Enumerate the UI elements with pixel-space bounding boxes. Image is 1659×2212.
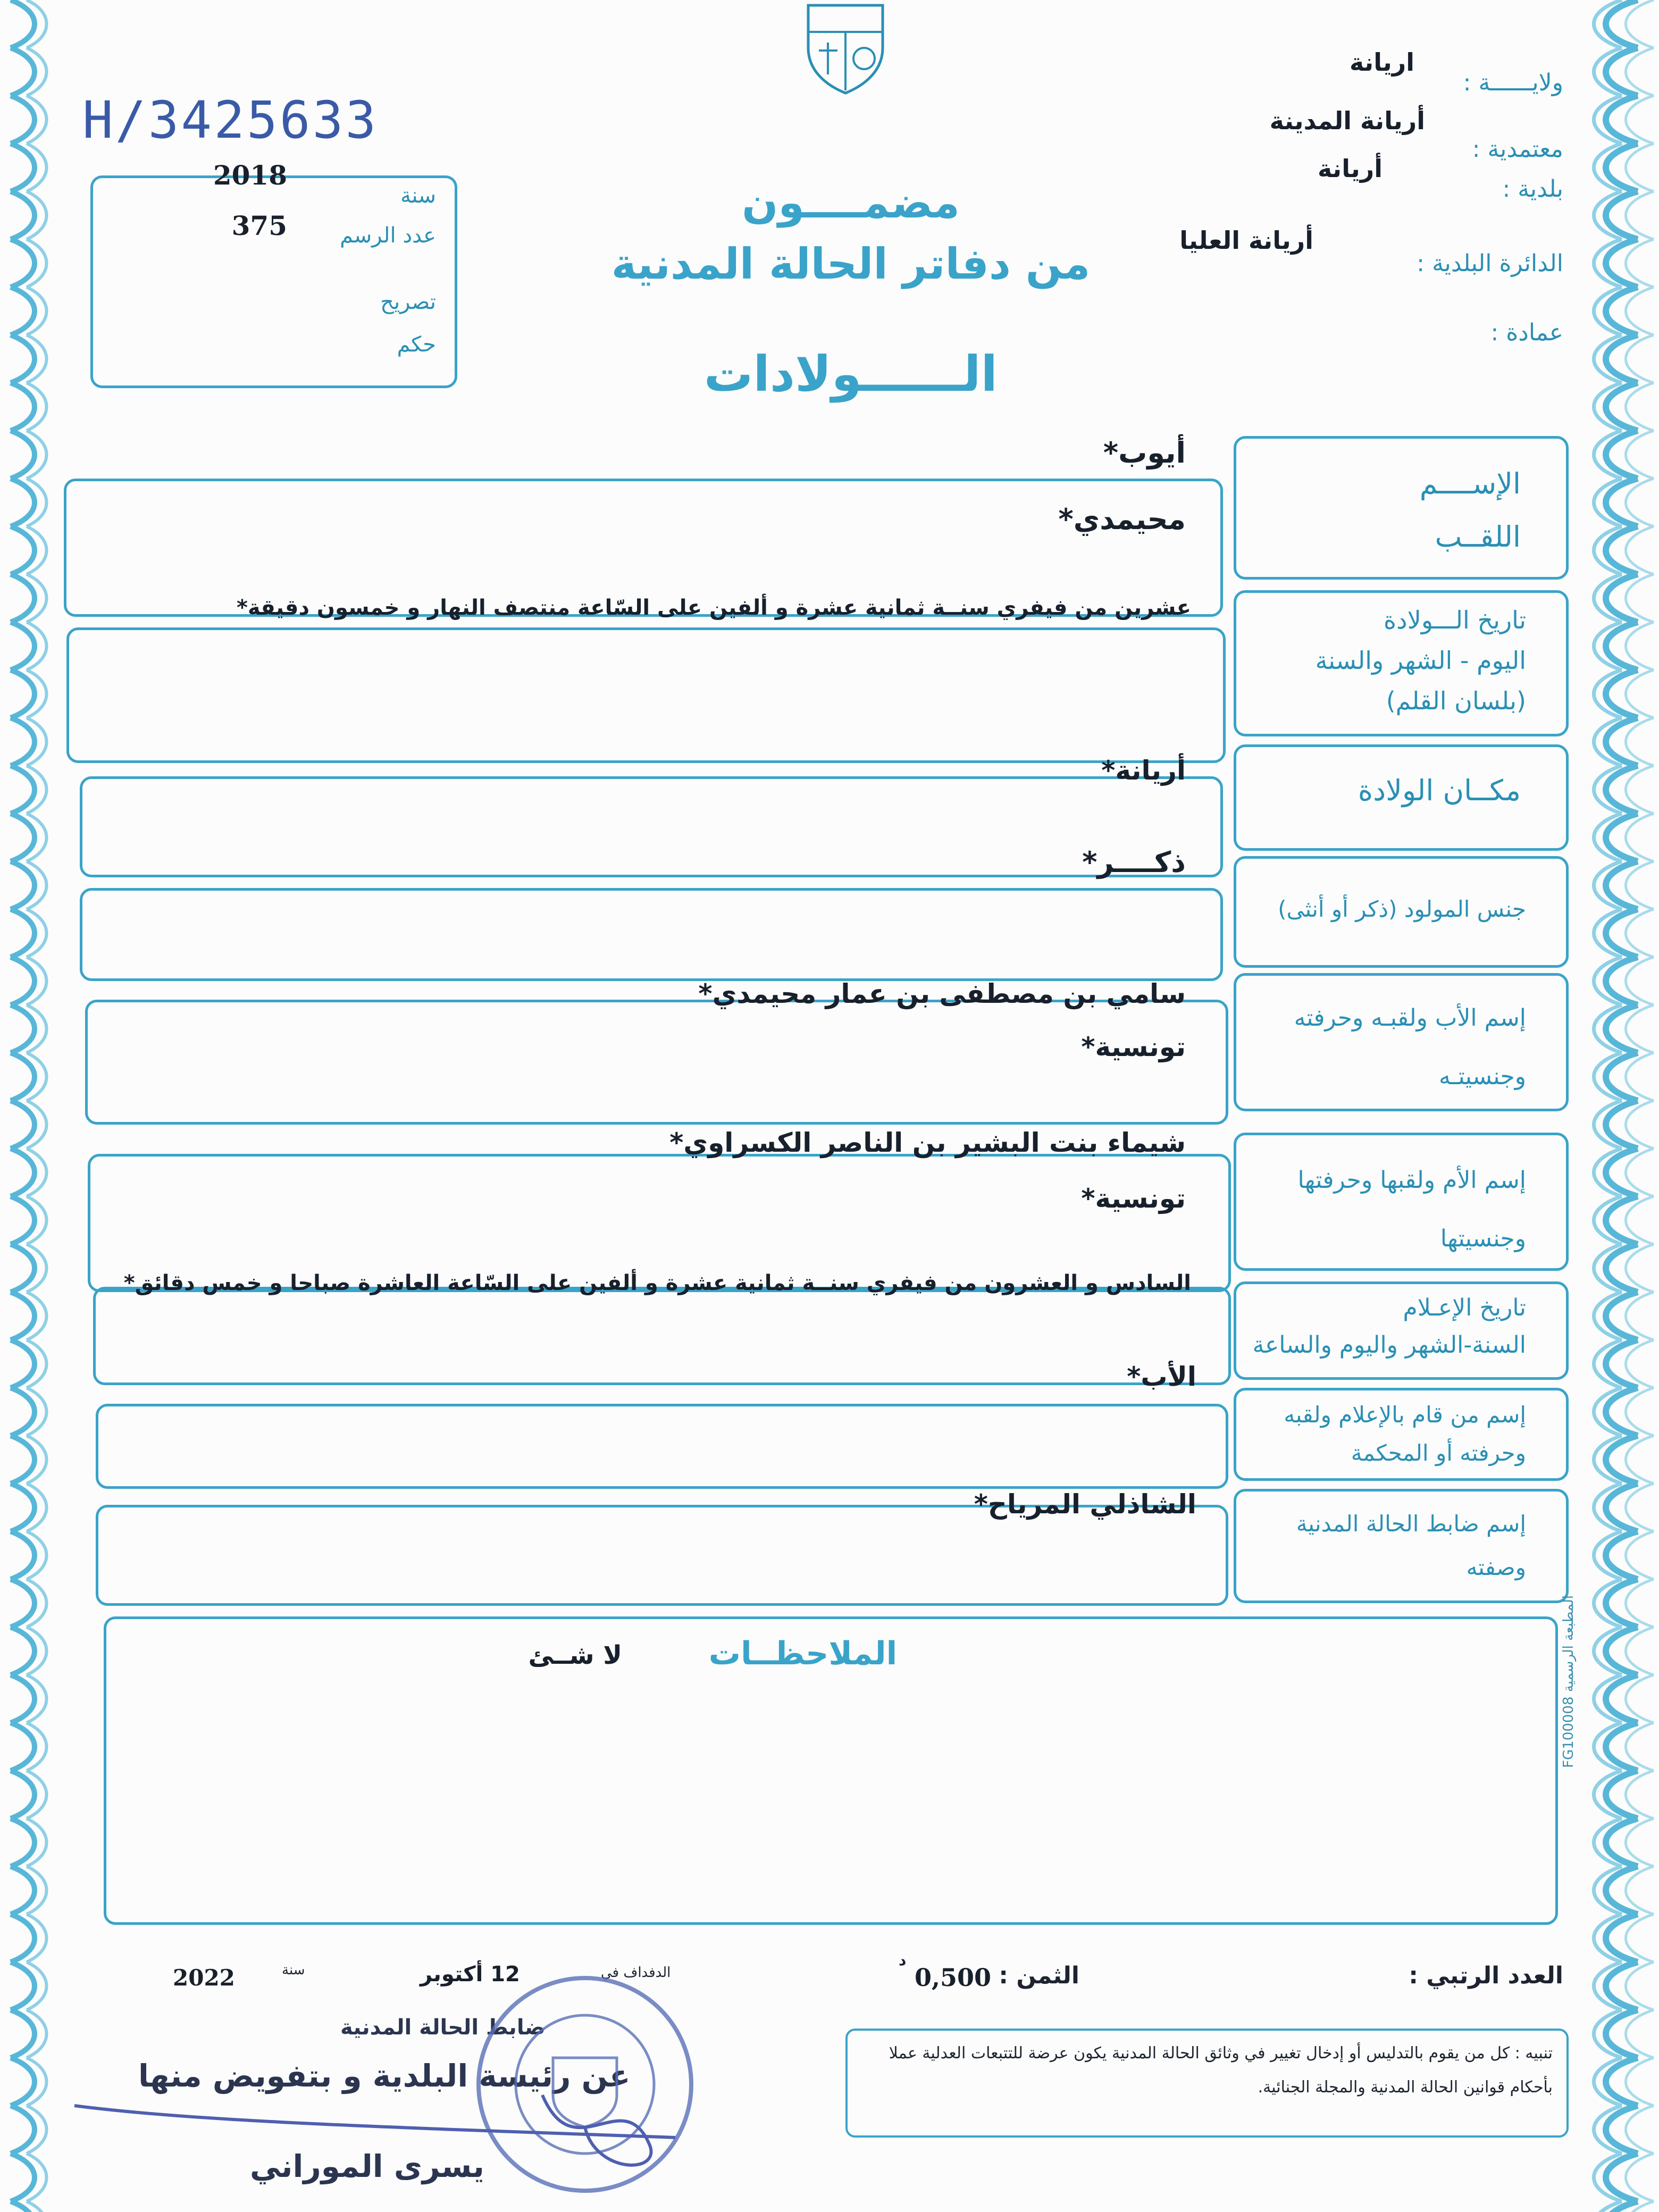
- municipality-value: أريانة: [1318, 154, 1382, 183]
- price-value: 0,500: [915, 1963, 992, 1992]
- price-label: الثمن :: [999, 1962, 1079, 1989]
- title-line3: الــــــولادات: [703, 346, 998, 403]
- security-border-right: [1574, 0, 1659, 2212]
- value-officer: الشاذلي المرياح*: [974, 1489, 1196, 1520]
- registry-number-value: 375: [231, 210, 287, 241]
- coat-of-arms-icon: [800, 0, 891, 96]
- ordinal-label: العدد الرتبي :: [1409, 1962, 1563, 1989]
- value-box-declarant: [96, 1404, 1228, 1489]
- label-father: إسم الأب ولقبـه وحرفته وجنسيتـه: [1294, 1004, 1526, 1090]
- label-name: الإســــم اللقــب: [1419, 467, 1521, 554]
- title-line2: من دفاتر الحالة المدنية: [611, 239, 1091, 289]
- serial-number: H/3425633: [82, 90, 379, 150]
- label-sex: جنس المولود (ذكر أو أنثى): [1278, 896, 1526, 922]
- value-birth-place: أريانة*: [1101, 755, 1186, 786]
- district-label: الدائرة البلدية :: [1417, 250, 1563, 277]
- issue-year-label: سنة: [282, 1962, 305, 1978]
- registry-year-label: سنة: [400, 183, 436, 208]
- label-declarant: إسم من قام بالإعلام ولقبه وحرفته أو المحكمة: [1284, 1402, 1526, 1466]
- printer-mark: المطبعة الرسمية FG100008: [1561, 1595, 1577, 1768]
- label-birth-place: مكــان الولادة: [1358, 774, 1521, 807]
- value-father-nationality: تونسية*: [1081, 1032, 1186, 1062]
- registry-year-value: 2018: [213, 160, 287, 191]
- delegation-label: معتمدية :: [1472, 136, 1563, 163]
- registry-number-label: عدد الرسم: [340, 223, 436, 248]
- title-line1: مضمــــون: [742, 178, 960, 228]
- district-value: أريانة العليا: [1179, 226, 1313, 255]
- value-mother-name: شيماء بنت البشير بن الناصر الكسراوي*: [669, 1127, 1186, 1158]
- signing-officer-name: يسرى الموراني: [250, 2148, 484, 2184]
- security-border-left: [0, 0, 58, 2212]
- value-father-name: سامي بن مصطفى بن عمار محيمدي*: [698, 978, 1186, 1009]
- registry-declaration-label: تصريح: [380, 290, 436, 314]
- value-birth-date: عشرين من فيفري سنــة ثمانية عشرة و ألفين على السّاعة منتصف النهار و خمسون دقيقة*: [236, 596, 1191, 620]
- value-box-birth-date: [66, 627, 1226, 763]
- governorate-value: اريانة: [1350, 48, 1414, 77]
- value-surname: محيمدي*: [1058, 502, 1186, 536]
- registry-judgment-label: حكم: [397, 332, 436, 357]
- signature-icon: [64, 2063, 702, 2185]
- value-box-sex: [80, 888, 1223, 981]
- issue-date: 12 أكتوبر: [420, 1962, 520, 1987]
- label-birth-date: تاريخ الـــولادة اليوم - الشهر والسنة (بلسان القلم): [1315, 606, 1526, 715]
- value-box-officer: [96, 1505, 1228, 1606]
- delegation-value: أريانة المدينة: [1269, 106, 1425, 135]
- label-declaration-date: تاريخ الإعـلام السنة-الشهر واليوم والساعة: [1252, 1294, 1526, 1359]
- delegation-line: عن رئيسة البلدية و بتفويض منها: [138, 2058, 631, 2094]
- label-mother: إسم الأم ولقبها وحرفتها وجنسيتها: [1297, 1167, 1526, 1252]
- price-unit: د: [899, 1951, 907, 1969]
- governorate-label: ولايــــــة :: [1463, 69, 1563, 96]
- officer-title: ضابط الحالة المدنية: [340, 2015, 546, 2040]
- sector-label: عمادة :: [1490, 319, 1563, 346]
- warning-text: تنبيه : كل من يقوم بالتدليس أو إدخال تغيير في وثائق الحالة المدنية يكون عرضة للتتبعات العدلية عملا بأحكام قوانين الحالة المدنية والمجلة الجنائية.: [889, 2044, 1553, 2097]
- value-declarant: الأب*: [1127, 1361, 1196, 1392]
- remarks-label: الملاحظــات: [708, 1635, 898, 1672]
- date-prefix: الدفداف في: [601, 1965, 671, 1981]
- issue-year: 2022: [173, 1965, 235, 1991]
- municipality-label: بلدية :: [1502, 175, 1563, 203]
- remarks-value: لا شــئ: [528, 1640, 622, 1670]
- value-sex: ذكــــر*: [1082, 845, 1186, 879]
- value-mother-nationality: تونسية*: [1081, 1183, 1186, 1214]
- label-officer: إسم ضابط الحالة المدنية وصفته: [1296, 1511, 1526, 1580]
- value-declaration-date: السادس و العشرون من فيفري سنــة ثمانية عشرة و ألفين على السّاعة العاشرة صباحا و خمس دقائق*: [123, 1271, 1191, 1295]
- value-first-name: أيوب*: [1103, 436, 1186, 470]
